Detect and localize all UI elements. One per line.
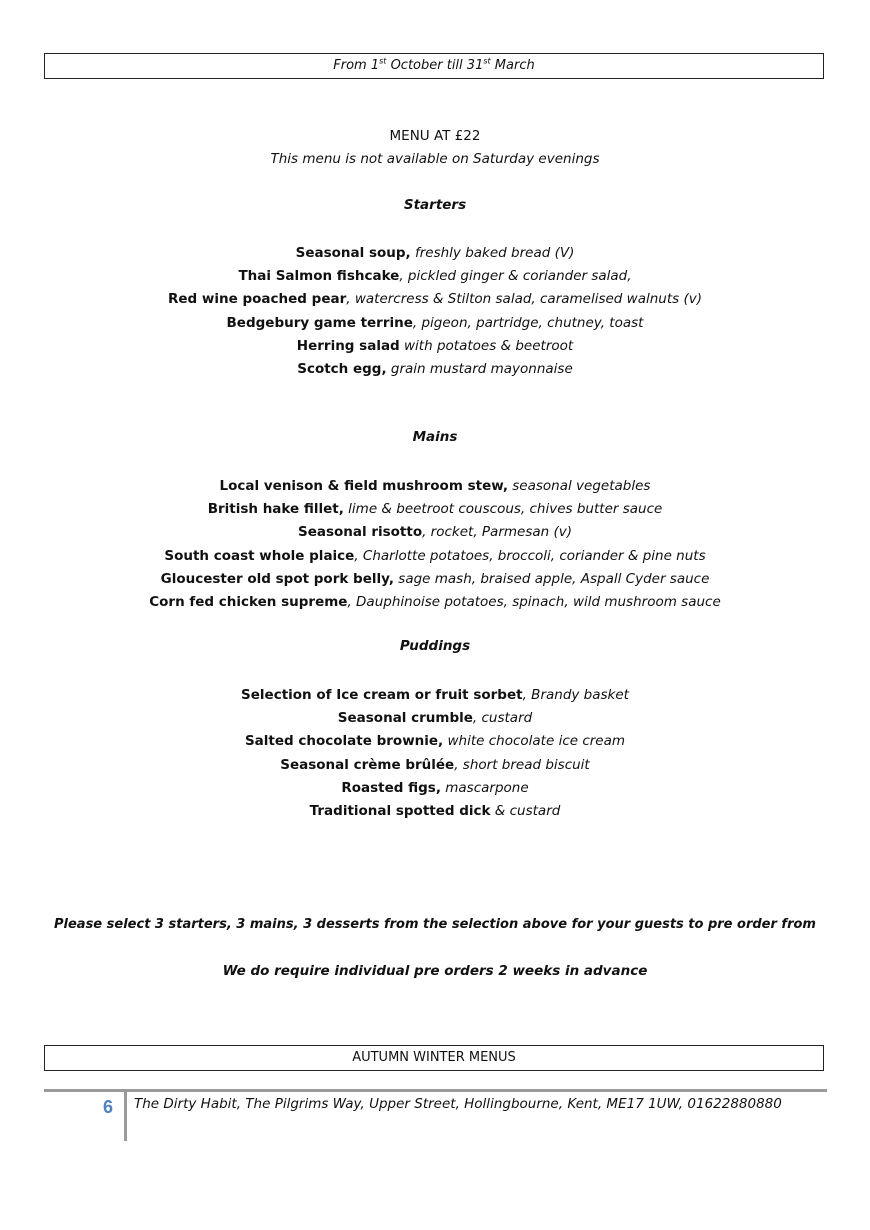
menu-item-desc: , Dauphinoise potatoes, spinach, wild mushroom sauce bbox=[347, 593, 721, 610]
menu-item bbox=[0, 265, 870, 288]
menu-item-name: Bedgebury game terrine bbox=[226, 314, 413, 331]
menu-item-desc: freshly baked bread (V) bbox=[410, 245, 575, 261]
menu-item bbox=[0, 242, 870, 265]
menu-item bbox=[0, 312, 870, 335]
page-number: 6 bbox=[103, 1097, 114, 1117]
menu-item-name: Roasted figs, bbox=[341, 779, 441, 796]
date-range-banner bbox=[44, 53, 824, 79]
starters-heading: Starters bbox=[403, 197, 467, 213]
menu-item-name: Corn fed chicken supreme bbox=[149, 593, 348, 610]
menu-item-desc: grain mustard mayonnaise bbox=[386, 360, 573, 377]
menu-item-desc: sage mash, braised apple, Aspall Cyder sauce bbox=[394, 570, 710, 587]
menu-item-desc: , custard bbox=[472, 710, 533, 727]
menu-item-name: British hake fillet, bbox=[207, 501, 344, 518]
menu-item-desc: , rocket, Parmesan (v) bbox=[422, 524, 573, 541]
menu-item bbox=[0, 358, 870, 381]
menu-item-desc: seasonal vegetables bbox=[507, 478, 651, 494]
menu-item-desc: white chocolate ice cream bbox=[443, 733, 626, 750]
puddings-heading: Puddings bbox=[399, 638, 471, 654]
menu-item-name: Gloucester old spot pork belly, bbox=[160, 570, 394, 587]
menu-item bbox=[0, 800, 870, 823]
menu-item bbox=[0, 730, 870, 753]
menu-item bbox=[0, 288, 870, 311]
puddings-list bbox=[0, 684, 870, 823]
season-banner: AUTUMN WINTER MENUS bbox=[44, 1045, 824, 1071]
mains-heading: Mains bbox=[412, 429, 458, 445]
menu-item bbox=[0, 777, 870, 800]
menu-item-desc: & custard bbox=[490, 802, 561, 819]
date-range-middle: October till 31 bbox=[386, 58, 484, 73]
menu-item-name: Seasonal crème brûlée bbox=[280, 756, 455, 773]
footer-rule bbox=[44, 1089, 827, 1092]
menu-item bbox=[0, 335, 870, 358]
footer-address: The Dirty Habit, The Pilgrims Way, Upper Street, Hollingbourne, Kent, ME17 1UW, 01622880880 bbox=[134, 1096, 782, 1112]
menu-item-desc: , watercress & Stilton salad, caramelised walnuts (v) bbox=[346, 291, 702, 308]
menu-item-desc: , short bread biscuit bbox=[454, 756, 590, 773]
menu-item-name: Traditional spotted dick bbox=[309, 802, 491, 819]
menu-item-name: Salted chocolate brownie, bbox=[244, 733, 444, 750]
menu-item-name: South coast whole plaice bbox=[164, 547, 355, 564]
menu-item bbox=[0, 545, 870, 568]
mains-list bbox=[0, 475, 870, 614]
menu-item bbox=[0, 521, 870, 544]
menu-item-desc: with potatoes & beetroot bbox=[399, 337, 574, 354]
preorder-notice: We do require individual pre orders 2 weeks in advance bbox=[222, 963, 648, 979]
menu-subtitle: This menu is not available on Saturday evenings bbox=[270, 151, 600, 167]
menu-item bbox=[0, 475, 870, 498]
footer-divider bbox=[124, 1092, 127, 1141]
date-range-sup-2: st bbox=[483, 56, 491, 66]
menu-item bbox=[0, 684, 870, 707]
menu-item-desc: , Brandy basket bbox=[522, 687, 629, 703]
date-range-sup-1: st bbox=[379, 56, 387, 66]
menu-item-name: Seasonal risotto bbox=[297, 524, 423, 541]
menu-item bbox=[0, 498, 870, 521]
menu-item bbox=[0, 754, 870, 777]
menu-item-name: Seasonal crumble bbox=[337, 710, 473, 727]
starters-list bbox=[0, 242, 870, 381]
menu-item-desc: mascarpone bbox=[440, 779, 529, 796]
menu-item bbox=[0, 707, 870, 730]
menu-item-name: Local venison & field mushroom stew, bbox=[219, 478, 508, 494]
menu-item-desc: , pickled ginger & coriander salad, bbox=[399, 268, 632, 285]
selection-notice: Please select 3 starters, 3 mains, 3 desserts from the selection above for your guests to pre order from bbox=[54, 917, 816, 932]
menu-title: MENU AT £22 bbox=[389, 128, 481, 144]
menu-item-desc: lime & beetroot couscous, chives butter sauce bbox=[343, 501, 663, 518]
menu-item-name: Seasonal soup, bbox=[295, 245, 411, 261]
menu-item-desc: , pigeon, partridge, chutney, toast bbox=[412, 314, 644, 331]
menu-item-name: Red wine poached pear bbox=[168, 291, 347, 308]
date-range-suffix: March bbox=[490, 58, 535, 73]
menu-item-name: Selection of Ice cream or fruit sorbet bbox=[241, 687, 523, 703]
menu-item bbox=[0, 568, 870, 591]
menu-item-name: Thai Salmon fishcake bbox=[238, 268, 400, 285]
date-range-prefix: From 1 bbox=[333, 58, 380, 73]
menu-item bbox=[0, 591, 870, 614]
menu-item-name: Herring salad bbox=[296, 337, 400, 354]
menu-item-name: Scotch egg, bbox=[297, 360, 387, 377]
menu-item-desc: , Charlotte potatoes, broccoli, coriander & pine nuts bbox=[354, 547, 706, 564]
